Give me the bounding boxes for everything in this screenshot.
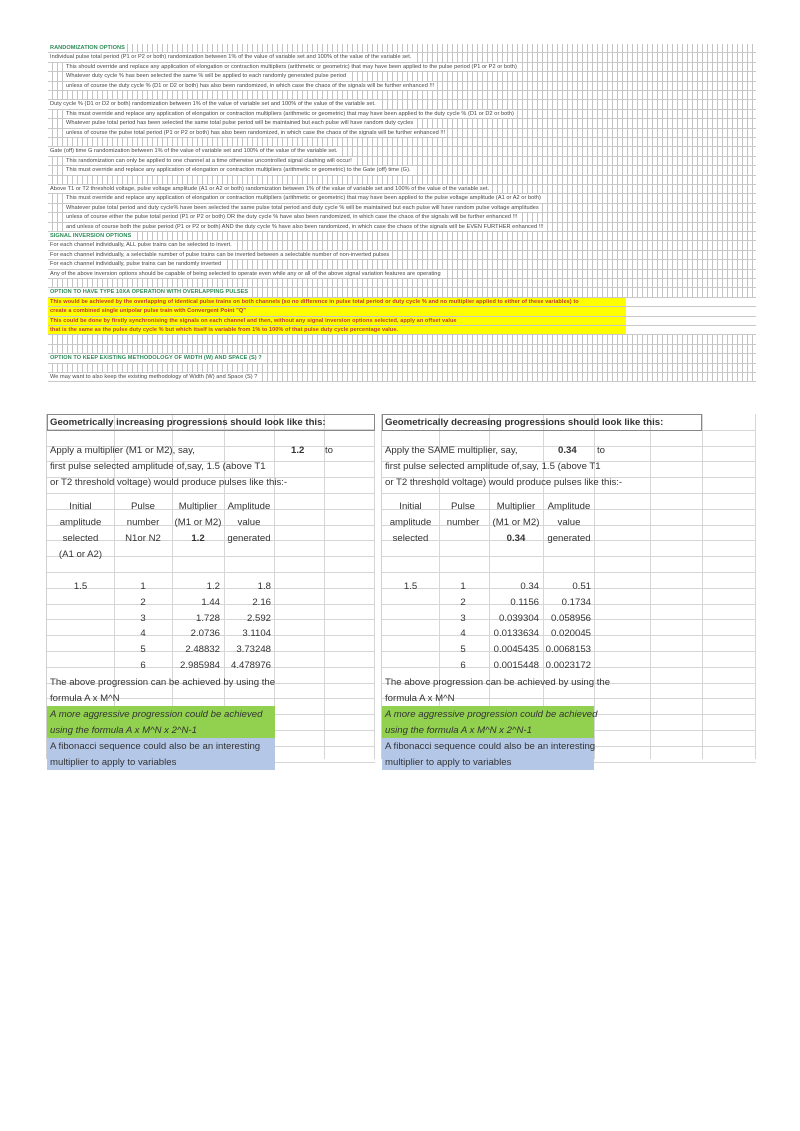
sheet-text: that is the same as the pulse duty cycle % but which itself is variable from 1% to 100% of that pulse duty cycle percentage value. — [50, 327, 399, 333]
increasing-multiplier-value: 1.2 — [291, 445, 305, 456]
sheet-text: and unless of course both the pulse period (P1 or P2 or both) AND the duty cycle % have also been randomized, in which case the chaos of the signals will be EVEN FURTHER enhanced !!! — [66, 223, 544, 230]
amplitude-cell: 4.478976 — [230, 660, 271, 671]
sheet-row — [48, 326, 756, 335]
sheet-row — [48, 279, 756, 288]
header-initial: Initial — [69, 501, 92, 512]
multiplier-cell: 1.2 — [206, 581, 220, 592]
decreasing-note-2: formula A x M^N — [385, 693, 455, 704]
pulse-number-cell: 6 — [140, 660, 146, 671]
sheet-text: We may want to also keep the existing methodology of Width (W) and Space (S) ? — [50, 374, 258, 380]
pulse-number-cell: 1 — [140, 581, 146, 592]
header-number: number — [446, 517, 480, 528]
pulse-number-cell: 1 — [460, 581, 466, 592]
sheet-text: Whatever duty cycle % has been selected the same % will be applied to each randomly generated pulse period — [66, 73, 347, 80]
increasing-apply-label: Apply a multiplier (M1 or M2), say, — [50, 445, 195, 456]
sheet-row — [48, 204, 756, 213]
header-amplitude: amplitude — [389, 517, 432, 528]
initial-amplitude-value: 1.5 — [73, 581, 88, 592]
pulse-number-cell: 5 — [140, 644, 146, 656]
sheet-row — [48, 194, 756, 203]
multiplier-cell: 0.0133634 — [493, 628, 539, 640]
amplitude-cell: 2.592 — [246, 612, 271, 624]
sheet-text: For each channel individually, pulse trains can be randomly inverted — [50, 261, 222, 268]
decreasing-green-2: using the formula A x M^N x 2^N-1 — [385, 725, 532, 736]
sheet-row — [48, 185, 756, 194]
sheet-text: unless of course either the pulse total period (P1 or P2 or both) OR the duty cycle % have also been randomized, in which case the chaos of the signals will be further enhanced !!! — [66, 214, 518, 221]
sheet-text: This must override and replace any application of elongation or contraction multipliers (arithmetic or geometric) that may have been applied to the pulse voltage amplitude (A1 or A2 or both) — [66, 195, 541, 202]
sheet-row — [48, 72, 756, 81]
sheet-text: This must override and replace any application of elongation or contraction multipliers (arithmetic or geometric) to the Gate (off) time (G). — [66, 167, 411, 174]
sheet-text: Whatever pulse total period has been selected the same total pulse period will be maintained but each pulse will have random duty cycles — [66, 120, 414, 127]
amplitude-cell: 1.8 — [257, 581, 271, 592]
sheet-row — [48, 82, 756, 91]
sheet-row — [48, 110, 756, 119]
increasing-note-2: formula A x M^N — [50, 693, 120, 704]
section-heading: OPTION TO KEEP EXISTING METHODOLOGY OF WIDTH (W) AND SPACE (S) ? — [50, 355, 262, 362]
initial-amplitude-value: 1.5 — [403, 581, 418, 592]
sheet-row — [48, 232, 756, 241]
section-heading: OPTION TO HAVE TYPE 10XA OPERATION WITH OVERLAPPING PULSES — [50, 289, 249, 296]
amplitude-cell: 0.0068153 — [545, 644, 591, 656]
increasing-blue-2: multiplier to apply to variables — [50, 757, 177, 768]
sheet-row — [48, 345, 756, 354]
sheet-text: This should override and replace any application of elongation or contraction multipliers (arithmetic or geometric) that may have been applied to the pulse period (P1 or P2 or both) — [66, 63, 517, 70]
multiplier-cell: 0.34 — [520, 581, 539, 592]
sheet-row — [48, 138, 756, 147]
sheet-text: unless of course the pulse total period (P1 or P2 or both) has also been randomized, in which case the chaos of the signals will be further enhanced !!! — [66, 129, 446, 136]
amplitude-cell: 3.1104 — [242, 628, 271, 640]
amplitude-cell: 0.020045 — [550, 628, 591, 640]
multiplier-cell: 0.0015448 — [493, 660, 539, 671]
increasing-green-2: using the formula A x M^N x 2^N-1 — [50, 725, 197, 736]
increasing-to-label: to — [325, 445, 334, 456]
sheet-row — [48, 166, 756, 175]
increasing-line-2: first pulse selected amplitude of,say, 1.5 (above T1 — [50, 461, 266, 472]
sheet-row — [48, 270, 756, 279]
pulse-number-cell: 3 — [460, 612, 466, 624]
sheet-row — [48, 63, 756, 72]
sheet-row — [48, 119, 756, 128]
multiplier-cell: 0.1156 — [510, 596, 539, 608]
header-multiplier-value: 0.34 — [506, 533, 526, 544]
sheet-row — [48, 364, 756, 373]
pulse-number-cell: 2 — [140, 596, 146, 608]
sheet-row — [48, 129, 756, 138]
sheet-row — [48, 373, 756, 382]
sheet-text: Whatever pulse total period and duty cycle% have been selected the same pulse total period and duty cycle % will be maintained but each pulse will have random pulse voltage amplitudes — [66, 204, 539, 211]
increasing-title: Geometrically increasing progressions should look like this: — [50, 417, 326, 428]
decreasing-progression-table — [381, 414, 756, 768]
multiplier-cell: 1.44 — [201, 596, 220, 608]
sheet-row — [48, 251, 756, 260]
multiplier-cell: 2.985984 — [179, 660, 220, 671]
header-value: value — [237, 517, 261, 528]
sheet-row — [48, 354, 756, 363]
sheet-row — [48, 288, 756, 297]
sheet-text: Individual pulse total period (P1 or P2 or both) randomization between 1% of the value of variable set and 100% of the value of the variable set. — [50, 54, 412, 61]
options-sheet — [48, 44, 756, 399]
sheet-text: Duty cycle % (D1 or D2 or both) randomization between 1% of the value of variable set and 100% of the value of the variable set. — [50, 101, 376, 108]
sheet-text: This would be achieved by the overlapping of identical pulse trains on both channels (so no difference in pulse total period or duty cycle % and no multiplier applied to either of these variables) to — [50, 298, 579, 305]
sheet-row — [48, 335, 756, 344]
pulse-number-cell: 5 — [460, 644, 466, 656]
pulse-number-cell: 2 — [460, 596, 466, 608]
decreasing-to-label: to — [597, 445, 606, 456]
header-n1-n2: N1or N2 — [125, 533, 161, 544]
header-pulse: Pulse — [451, 501, 475, 512]
sheet-text: unless of course the duty cycle % (D1 or D2 or both) has also been randomized, in which case the chaos of the signals will be further enhanced !!! — [66, 82, 435, 89]
header-number: number — [126, 517, 160, 528]
decreasing-blue-2: multiplier to apply to variables — [385, 757, 512, 768]
sheet-text: Any of the above inversion options should be capable of being selected to operate even while any or all of the above signal variation features are operating — [50, 270, 441, 277]
multiplier-cell: 1.728 — [195, 612, 220, 624]
sheet-row — [48, 317, 756, 326]
sheet-text: For each channel individually, a selectable number of pulse trains can be inverted between a selectable number of non-inverted pulses — [50, 251, 390, 258]
header-generated: generated — [227, 533, 271, 544]
amplitude-cell: 0.0023172 — [545, 660, 591, 671]
sheet-row — [48, 44, 756, 53]
decreasing-blue-1: A fibonacci sequence could also be an interesting — [385, 741, 596, 752]
decreasing-title: Geometrically decreasing progressions should look like this: — [385, 417, 664, 428]
sheet-row — [48, 213, 756, 222]
grid-row — [382, 557, 756, 573]
sheet-row — [48, 241, 756, 250]
header-value: value — [557, 517, 581, 528]
header-amplitude-col: Amplitude — [227, 501, 271, 512]
sheet-row — [48, 91, 756, 100]
pulse-number-cell: 3 — [140, 612, 146, 624]
header-multiplier: Multiplier — [178, 501, 218, 512]
section-heading: SIGNAL INVERSION OPTIONS — [50, 233, 132, 239]
pulse-number-cell: 6 — [460, 660, 466, 671]
increasing-green-1: A more aggressive progression could be achieved — [50, 709, 263, 720]
increasing-note-1: The above progression can be achieved by using the — [50, 677, 276, 688]
sheet-row — [48, 147, 756, 156]
decreasing-line-2: first pulse selected amplitude of,say, 1.5 (above T1 — [385, 461, 601, 472]
sheet-row — [48, 223, 756, 232]
decreasing-multiplier-value: 0.34 — [558, 445, 577, 456]
amplitude-cell: 3.73248 — [236, 644, 271, 656]
decreasing-note-1: The above progression can be achieved by using the — [385, 677, 611, 688]
amplitude-cell: 0.058956 — [550, 612, 591, 624]
decreasing-green-1: A more aggressive progression could be achieved — [385, 709, 598, 720]
header-amplitude: amplitude — [59, 517, 102, 528]
sheet-row — [48, 100, 756, 109]
header-m1-m2: (M1 or M2) — [174, 517, 222, 528]
header-selected: selected — [392, 533, 429, 544]
increasing-progression-table — [46, 414, 375, 768]
sheet-row — [48, 176, 756, 185]
sheet-row — [48, 157, 756, 166]
sheet-row — [48, 298, 756, 307]
decreasing-apply-label: Apply the SAME multiplier, say, — [385, 445, 518, 456]
header-generated: generated — [547, 533, 591, 544]
multiplier-cell: 0.0045435 — [493, 644, 539, 656]
sheet-text: For each channel individually, ALL pulse trains can be selected to invert. — [50, 242, 232, 249]
sheet-row — [48, 307, 756, 316]
multiplier-cell: 2.48832 — [185, 644, 220, 656]
sheet-row — [48, 53, 756, 62]
sheet-text: This must override and replace any application of elongation or contraction multipliers (arithmetic or geometric) that may have been applied to the duty cycle % (D1 or D2 or both) — [66, 110, 514, 117]
header-m1-m2: (M1 or M2) — [492, 517, 540, 528]
header-a1-a2: (A1 or A2) — [58, 549, 103, 560]
amplitude-cell: 2.16 — [252, 596, 271, 608]
increasing-line-3: or T2 threshold voltage) would produce pulses like this:- — [50, 477, 288, 488]
section-heading: RANDOMIZATION OPTIONS — [50, 45, 125, 51]
amplitude-cell: 0.51 — [572, 581, 591, 592]
sheet-text: Above T1 or T2 threshold voltage, pulse voltage amplitude (A1 or A2 or both) randomization between 1% of the value of variable set and 100% of the value of the variable set. — [50, 186, 490, 192]
increasing-blue-1: A fibonacci sequence could also be an interesting — [50, 741, 261, 752]
header-multiplier-value: 1.2 — [191, 533, 205, 544]
sheet-text: create a combined single unipolar pulse train with Convergent Point "Q" — [50, 308, 246, 315]
header-selected: selected — [62, 533, 99, 544]
multiplier-cell: 0.039304 — [498, 612, 539, 624]
amplitude-cell: 0.1734 — [561, 596, 591, 608]
header-multiplier: Multiplier — [496, 501, 536, 512]
sheet-text: This randomization can only be applied to one channel at a time otherwise uncontrolled signal clashing will occur! — [66, 157, 352, 164]
header-initial: Initial — [399, 501, 422, 512]
decreasing-line-3: or T2 threshold voltage) would produce pulses like this:- — [385, 477, 623, 488]
multiplier-cell: 2.0736 — [190, 628, 220, 640]
sheet-text: Gate (off) time G randomization between 1% of the value of variable set and 100% of the value of the variable set. — [50, 148, 338, 155]
pulse-number-cell: 4 — [460, 628, 466, 640]
header-amplitude-col: Amplitude — [547, 501, 591, 512]
header-pulse: Pulse — [131, 501, 155, 512]
sheet-row — [48, 260, 756, 269]
pulse-number-cell: 4 — [140, 628, 146, 640]
sheet-text: This could be done by firstly synchronising the signals on each channel and then, without any signal inversion options selected, apply an offset value — [50, 317, 457, 324]
